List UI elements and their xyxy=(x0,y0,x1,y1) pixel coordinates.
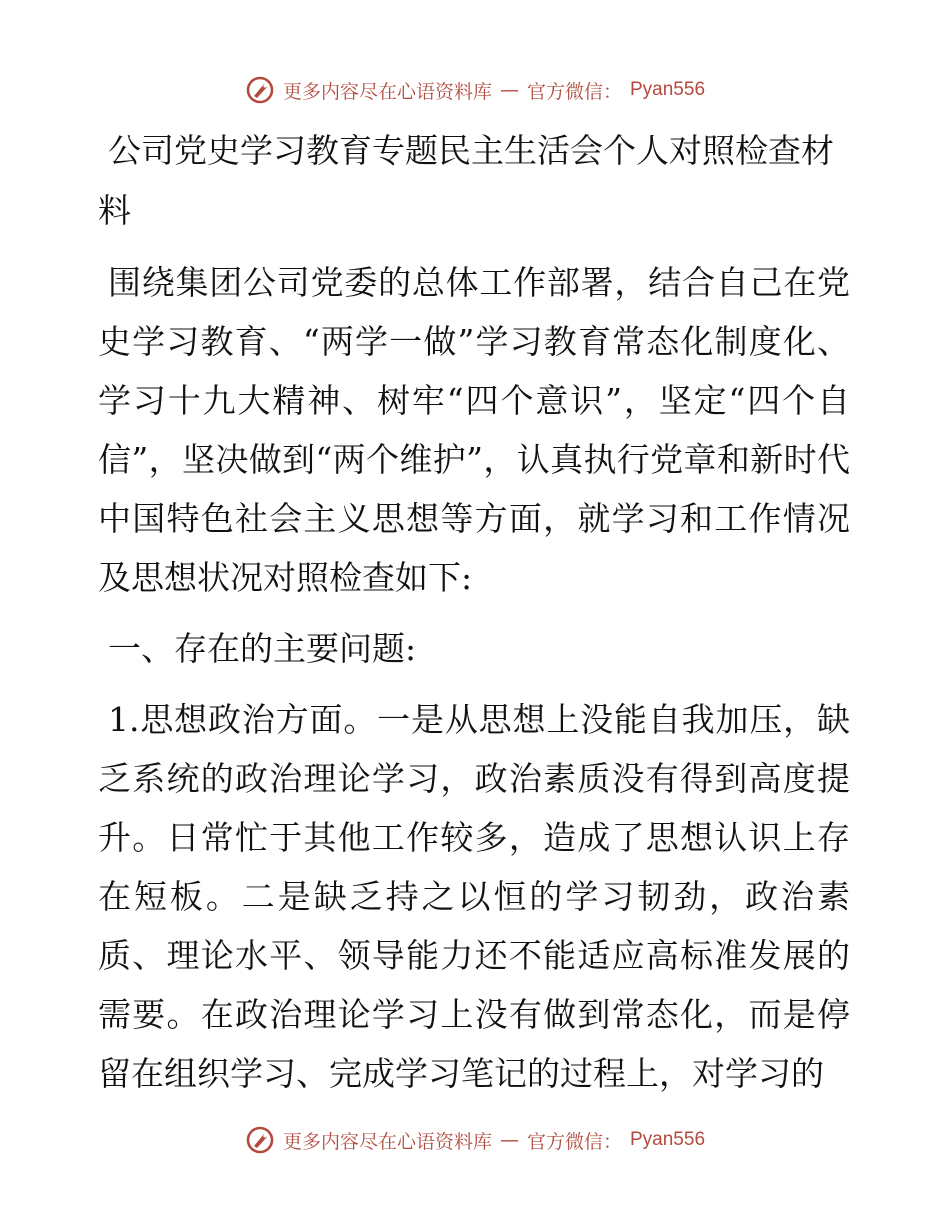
watermark-text: 更多内容尽在心语资料库 xyxy=(282,1130,492,1153)
watermark-wechat-label: 官方微信： xyxy=(526,80,622,103)
watermark-dash: — xyxy=(499,79,519,101)
fountain-pen-seal-icon xyxy=(245,75,275,105)
watermark-account: Pyan556 xyxy=(630,1129,706,1150)
fountain-pen-seal-icon xyxy=(245,1125,275,1155)
watermark-dash: — xyxy=(499,1129,519,1151)
watermark-header xyxy=(0,70,950,110)
watermark-wechat-label: 官方微信： xyxy=(526,1130,622,1153)
body-paragraph: 1.思想政治方面。一是从思想上没能自我加压，缺乏系统的政治理论学习，政治素质没有得到高度提升。日常忙于其他工作较多，造成了思想认识上存在短板。二是缺乏持之以恒的学习韧劲，政治素质、理论水平、领导能力还不能适应高标准发展的需要。在政治理论学习上没有做到常态化，而是停留在组织学习、完成学习笔记的过程上，对学习的 xyxy=(98,700,850,1093)
section-heading: 一、存在的主要问题: xyxy=(108,629,417,668)
watermark-text: 更多内容尽在心语资料库 xyxy=(282,80,492,103)
document-body xyxy=(98,121,850,1115)
document-title: 公司党史学习教育专题民主生活会个人对照检查材料 xyxy=(98,131,834,230)
watermark-account: Pyan556 xyxy=(630,79,706,100)
intro-paragraph: 围绕集团公司党委的总体工作部署，结合自己在党史学习教育、“两学一做”学习教育常态化制度化、学习十九大精神、树牢“四个意识”，坚定“四个自信”，坚决做到“两个维护”，认真执行党章和新时代中国特色社会主义思想等方面，就学习和工作情况及思想状况对照检查如下: xyxy=(98,263,850,597)
watermark-footer xyxy=(0,1120,950,1160)
